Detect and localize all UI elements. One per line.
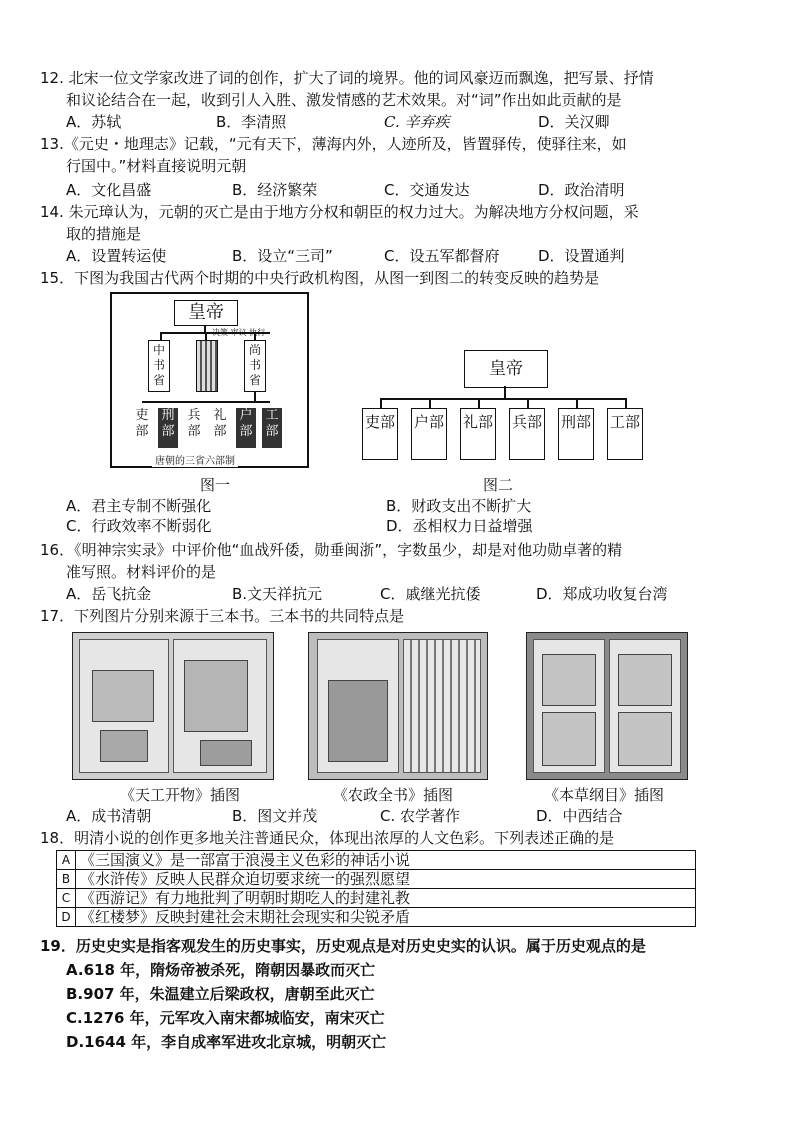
q14-option-c[interactable]: C．设五军都督府 <box>384 247 500 265</box>
fig1-connector <box>142 401 270 403</box>
book-page <box>173 639 267 773</box>
q13-option-b[interactable]: B．经济繁荣 <box>232 181 318 199</box>
fig1-connector <box>205 332 207 340</box>
q17-option-b[interactable]: B．图文并茂 <box>232 807 318 825</box>
q18-key-d: D <box>57 908 76 927</box>
fig2-connector <box>380 398 382 408</box>
q19-option-b[interactable]: B.907 年，朱温建立后梁政权，唐朝至此灭亡 <box>66 985 375 1003</box>
tang-three-departments-diagram <box>110 292 309 468</box>
q13-option-c[interactable]: C．交通发达 <box>384 181 470 199</box>
fig1-label: 图一 <box>200 476 231 494</box>
book-page <box>79 639 169 773</box>
book-page-text <box>403 639 481 773</box>
table-row[interactable] <box>57 908 696 927</box>
q15-option-d[interactable]: D．丞相权力日益增强 <box>386 517 533 535</box>
q13-option-a[interactable]: A．文化昌盛 <box>66 181 152 199</box>
fig1-connector <box>254 332 256 340</box>
nongzheng-quanshu-illustration <box>308 632 488 780</box>
q18-key-a: A <box>57 851 76 870</box>
q15-option-a[interactable]: A．君主专制不断强化 <box>66 497 212 515</box>
table-row[interactable] <box>57 870 696 889</box>
q18-text-a: 《三国演义》是一部富于浪漫主义色彩的神话小说 <box>76 851 696 870</box>
q18-stem: 18．明清小说的创作更多地关注普通民众，体现出浓厚的人文色彩。下列表述正确的是 <box>40 829 615 847</box>
q15-option-b[interactable]: B．财政支出不断扩大 <box>386 497 532 515</box>
bencao-gangmu-illustration <box>526 632 688 780</box>
book-page <box>609 639 681 773</box>
fig1-bu-box: 户部 <box>236 408 256 448</box>
bencao-caption: 《本草纲目》插图 <box>544 786 665 804</box>
q19-stem: 19．历史史实是指客观发生的历史事实，历史观点是对历史史实的认识。属于历史观点的是 <box>40 937 646 955</box>
q14-option-a[interactable]: A．设置转运使 <box>66 247 167 265</box>
fig2-bu-box: 刑部 <box>558 408 594 460</box>
illustration-panel <box>200 740 252 766</box>
q12-line1: 12. 北宋一位文学家改进了词的创作，扩大了词的境界。他的词风豪迈而飘逸，把写景、抒情 <box>40 69 654 87</box>
q12-option-c[interactable]: C. 辛弃疾 <box>384 113 450 131</box>
fig1-caption: 唐朝的三省六部制 <box>152 452 238 467</box>
table-row[interactable] <box>57 851 696 870</box>
fig1-sheng-box: 中书省 <box>148 340 170 392</box>
fig1-bu-box: 工部 <box>262 408 282 448</box>
fig2-emperor-box: 皇帝 <box>464 350 548 388</box>
q14-line1: 14. 朱元璋认为，元朝的灭亡是由于地方分权和朝臣的权力过大。为解决地方分权问题，采 <box>40 203 639 221</box>
fig2-connector <box>380 398 626 400</box>
fig2-bu-box: 礼部 <box>460 408 496 460</box>
tiangong-kaiwu-illustration <box>72 632 274 780</box>
q18-text-c: 《西游记》有力地批判了明朝时期吃人的封建礼教 <box>76 889 696 908</box>
q13-line2: 行国中。”材料直接说明元朝 <box>66 157 247 175</box>
illustration-panel <box>92 670 154 722</box>
fig2-connector <box>429 398 431 408</box>
tiangong-caption: 《天工开物》插图 <box>120 786 241 804</box>
q16-option-b[interactable]: B.文天祥抗元 <box>232 585 323 603</box>
fig1-emperor-box: 皇帝 <box>174 300 238 326</box>
q18-key-c: C <box>57 889 76 908</box>
q17-stem: 17．下列图片分别来源于三本书。三本书的共同特点是 <box>40 607 405 625</box>
q18-key-b: B <box>57 870 76 889</box>
q19-option-a[interactable]: A.618 年，隋炀帝被杀死，隋朝因暴政而灭亡 <box>66 961 376 979</box>
q12-option-a[interactable]: A．苏轼 <box>66 113 122 131</box>
q19-option-d[interactable]: D.1644 年，李自成率军进攻北京城，明朝灭亡 <box>66 1033 387 1051</box>
q18-options-table <box>56 850 696 927</box>
fig1-bu-box: 吏部 <box>135 408 149 439</box>
q15-option-c[interactable]: C．行政效率不断弱化 <box>66 517 212 535</box>
q17-option-c[interactable]: C. 农学著作 <box>380 807 461 825</box>
plant-illustration <box>618 712 672 766</box>
fig1-connector <box>160 332 162 340</box>
q12-line2: 和议论结合在一起，收到引人入胜、激发情感的艺术效果。对“词”作出如此贡献的是 <box>66 91 622 109</box>
fig2-connector <box>478 398 480 408</box>
q14-option-d[interactable]: D．设置通判 <box>538 247 625 265</box>
plant-illustration <box>542 712 596 766</box>
q16-option-c[interactable]: C．戚继光抗倭 <box>380 585 481 603</box>
q15-stem: 15．下图为我国古代两个时期的中央行政机构图，从图一到图二的转变反映的趋势是 <box>40 269 600 287</box>
fig1-bu-box: 礼部 <box>213 408 227 439</box>
fig2-connector <box>576 398 578 408</box>
fig1-bu-box: 兵部 <box>187 408 201 439</box>
plant-illustration <box>542 654 596 706</box>
fig2-bu-box: 兵部 <box>509 408 545 460</box>
table-row[interactable] <box>57 889 696 908</box>
illustration-panel <box>184 660 248 732</box>
q16-line1: 16．《明神宗实录》中评价他“血战歼倭，勋垂闽浙”，字数虽少，却是对他功勋卓著的精 <box>40 541 623 559</box>
q18-text-b: 《水浒传》反映人民群众迫切要求统一的强烈愿望 <box>76 870 696 889</box>
q12-option-b[interactable]: B．李清照 <box>216 113 287 131</box>
q14-option-b[interactable]: B．设立“三司” <box>232 247 333 265</box>
fig2-bu-box: 吏部 <box>362 408 398 460</box>
q13-option-d[interactable]: D．政治清明 <box>538 181 625 199</box>
q14-line2: 取的措施是 <box>66 225 142 243</box>
illustration-panel <box>100 730 148 762</box>
q18-text-d: 《红楼梦》反映封建社会末期社会现实和尖锐矛盾 <box>76 908 696 927</box>
q19-option-c[interactable]: C.1276 年，元军攻入南宋都城临安，南宋灭亡 <box>66 1009 385 1027</box>
fig2-connector <box>625 398 627 408</box>
fig2-bu-box: 户部 <box>411 408 447 460</box>
nongzheng-caption: 《农政全书》插图 <box>333 786 454 804</box>
q17-option-a[interactable]: A．成书清朝 <box>66 807 152 825</box>
q16-line2: 准写照。材料评价的是 <box>66 563 217 581</box>
fig2-connector <box>527 398 529 408</box>
q17-option-d[interactable]: D．中西结合 <box>536 807 623 825</box>
q13-line1: 13.《元史・地理志》记载，“元有天下，薄海内外，人迹所及，皆置驿传，使驿往来，如 <box>40 135 627 153</box>
fig1-bu-box: 刑部 <box>158 408 178 448</box>
fig2-bu-box: 工部 <box>607 408 643 460</box>
fig1-sheng-box <box>196 340 218 392</box>
q16-option-a[interactable]: A．岳飞抗金 <box>66 585 152 603</box>
book-page <box>317 639 399 773</box>
q12-option-d[interactable]: D．关汉卿 <box>538 113 610 131</box>
fig1-sheng-box: 尚书省 <box>244 340 266 392</box>
later-six-ministries-diagram <box>360 346 650 466</box>
book-page <box>533 639 605 773</box>
illustration-panel <box>328 680 388 762</box>
plant-illustration <box>618 654 672 706</box>
fig2-label: 图二 <box>483 476 514 494</box>
q16-option-d[interactable]: D．郑成功收复台湾 <box>536 585 668 603</box>
fig2-connector <box>504 386 506 398</box>
